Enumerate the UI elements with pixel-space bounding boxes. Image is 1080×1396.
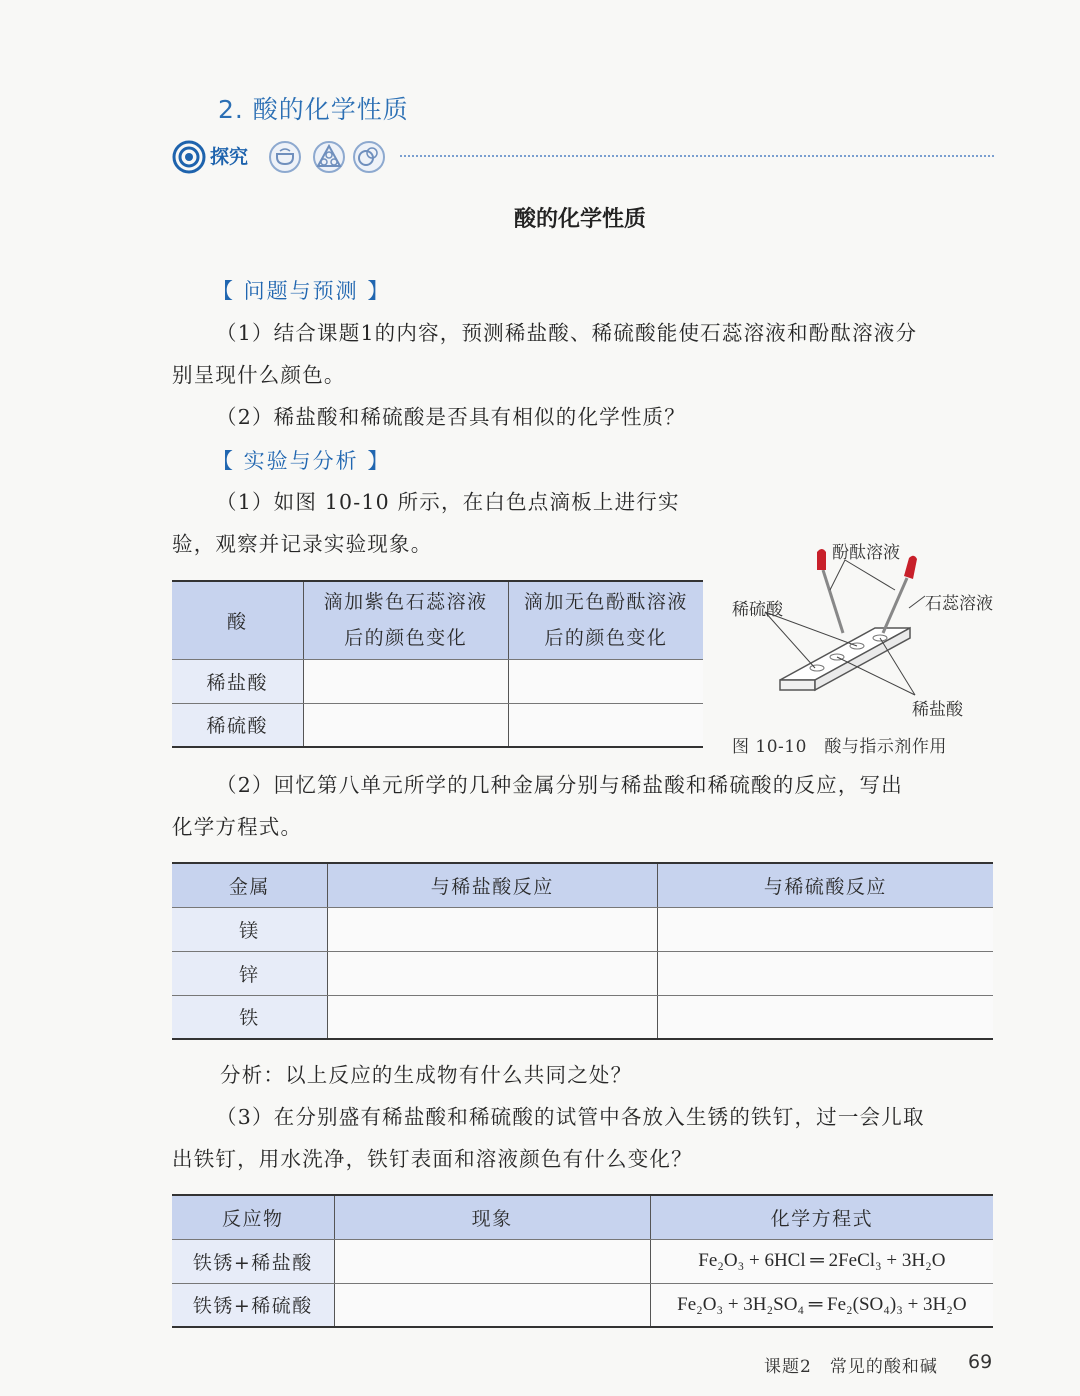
table-row: [172, 1239, 993, 1283]
table1-header-litmus-line2: 后的颜色变化: [344, 627, 468, 650]
figure-label-hydrochloric: 稀盐酸: [912, 700, 963, 720]
explore-bar: [172, 138, 997, 176]
table3-cell[interactable]: [334, 1239, 650, 1283]
table1-header-phenolphthalein-line1: 滴加无色酚酞溶液: [523, 591, 688, 614]
analysis-3-line-2: 出铁钉，用水洗净，铁钉表面和溶液颜色有什么变化？: [172, 1147, 693, 1171]
table1-cell[interactable]: [303, 703, 508, 747]
section-title: 2. 酸的化学性质: [218, 95, 409, 124]
table2-row-label: 镁: [172, 907, 327, 951]
table3-header-reactant: 反应物: [172, 1195, 334, 1239]
analysis-2-line-2: 化学方程式。: [172, 815, 303, 839]
spot-plate: [780, 628, 910, 690]
question-heading: 【 问题与预测 】: [212, 279, 391, 303]
question-1-line-1: （1）结合课题1的内容，预测稀盐酸、稀硫酸能使石蕊溶液和酚酞溶液分: [216, 321, 918, 345]
explore-target-icon: [172, 140, 208, 176]
question-2: （2）稀盐酸和稀硫酸是否具有相似的化学性质？: [216, 405, 686, 429]
figure-label-phenolphthalein: 酚酞溶液: [832, 543, 900, 563]
analysis-heading: 【 实验与分析 】: [212, 449, 391, 473]
rust-table: [172, 1194, 993, 1328]
table3-header-equation: 化学方程式: [650, 1195, 993, 1239]
table1-cell[interactable]: [303, 659, 508, 703]
table2-row-label: 铁: [172, 995, 327, 1039]
table2-cell[interactable]: [327, 907, 657, 951]
table2-cell[interactable]: [657, 995, 993, 1039]
table1-row-label: 稀盐酸: [172, 659, 303, 703]
table-row: [172, 995, 993, 1039]
figure-caption: 图 10-10 酸与指示剂作用: [732, 737, 947, 757]
analysis-1-line-2: 验，观察并记录实验现象。: [172, 532, 433, 556]
beaker-icon: [268, 140, 304, 176]
table2-cell[interactable]: [657, 951, 993, 995]
analysis-3-line-1: （3）在分别盛有稀盐酸和稀硫酸的试管中各放入生锈的铁钉，过一会儿取: [216, 1105, 925, 1129]
table3-header-phenomenon: 现象: [334, 1195, 650, 1239]
metal-table: [172, 862, 993, 1040]
table2-header-metal: 金属: [172, 863, 327, 907]
discussion-icon: [352, 140, 388, 176]
page-number: 69: [968, 1351, 993, 1373]
table3-equation: Fe₂O₃ + 6HCl ═ 2FeCl₃ + 3H₂O: [650, 1239, 993, 1283]
table-row: [172, 703, 703, 747]
table2-cell[interactable]: [327, 951, 657, 995]
table-row: [172, 951, 993, 995]
table-row: [172, 659, 703, 703]
table2-header-hcl: 与稀盐酸反应: [327, 863, 657, 907]
table1-row-label: 稀硫酸: [172, 703, 303, 747]
figure-label-litmus: 石蕊溶液: [925, 594, 993, 614]
analysis-question: 分析：以上反应的生成物有什么共同之处？: [220, 1063, 633, 1087]
table1-header-phenolphthalein: [508, 581, 703, 659]
experiment-title: 酸的化学性质: [513, 206, 646, 232]
table2-cell[interactable]: [327, 995, 657, 1039]
table3-row-label: 铁锈+稀盐酸: [172, 1239, 334, 1283]
triangle-circles-icon: [312, 140, 348, 176]
table3-cell[interactable]: [334, 1283, 650, 1327]
table1-header-litmus-line1: 滴加紫色石蕊溶液: [323, 591, 488, 614]
explore-label: 探究: [210, 146, 249, 168]
figure-label-sulfuric: 稀硫酸: [732, 600, 783, 620]
table1-cell[interactable]: [508, 703, 703, 747]
table1-cell[interactable]: [508, 659, 703, 703]
table2-header-h2so4: 与稀硫酸反应: [657, 863, 993, 907]
dropper-right-icon: [883, 556, 917, 633]
table3-row-label: 铁锈+稀硫酸: [172, 1283, 334, 1327]
table-row: [172, 907, 993, 951]
table-row: [172, 1283, 993, 1327]
question-1-line-2: 别呈现什么颜色。: [172, 363, 346, 387]
analysis-1-line-1: （1）如图 10-10 所示，在白色点滴板上进行实: [216, 490, 680, 514]
dotted-divider: [400, 155, 994, 157]
table2-row-label: 锌: [172, 951, 327, 995]
table1-header-litmus: [303, 581, 508, 659]
indicator-table: [172, 580, 703, 748]
analysis-2-line-1: （2）回忆第八单元所学的几种金属分别与稀盐酸和稀硫酸的反应，写出: [216, 773, 903, 797]
table1-header-acid: 酸: [172, 581, 303, 659]
table2-cell[interactable]: [657, 907, 993, 951]
table1-header-phenolphthalein-line2: 后的颜色变化: [544, 627, 668, 650]
footer-text: 课题2 常见的酸和碱: [764, 1357, 938, 1377]
table3-equation: Fe₂O₃ + 3H₂SO₄ ═ Fe₂(SO₄)₃ + 3H₂O: [650, 1283, 993, 1327]
